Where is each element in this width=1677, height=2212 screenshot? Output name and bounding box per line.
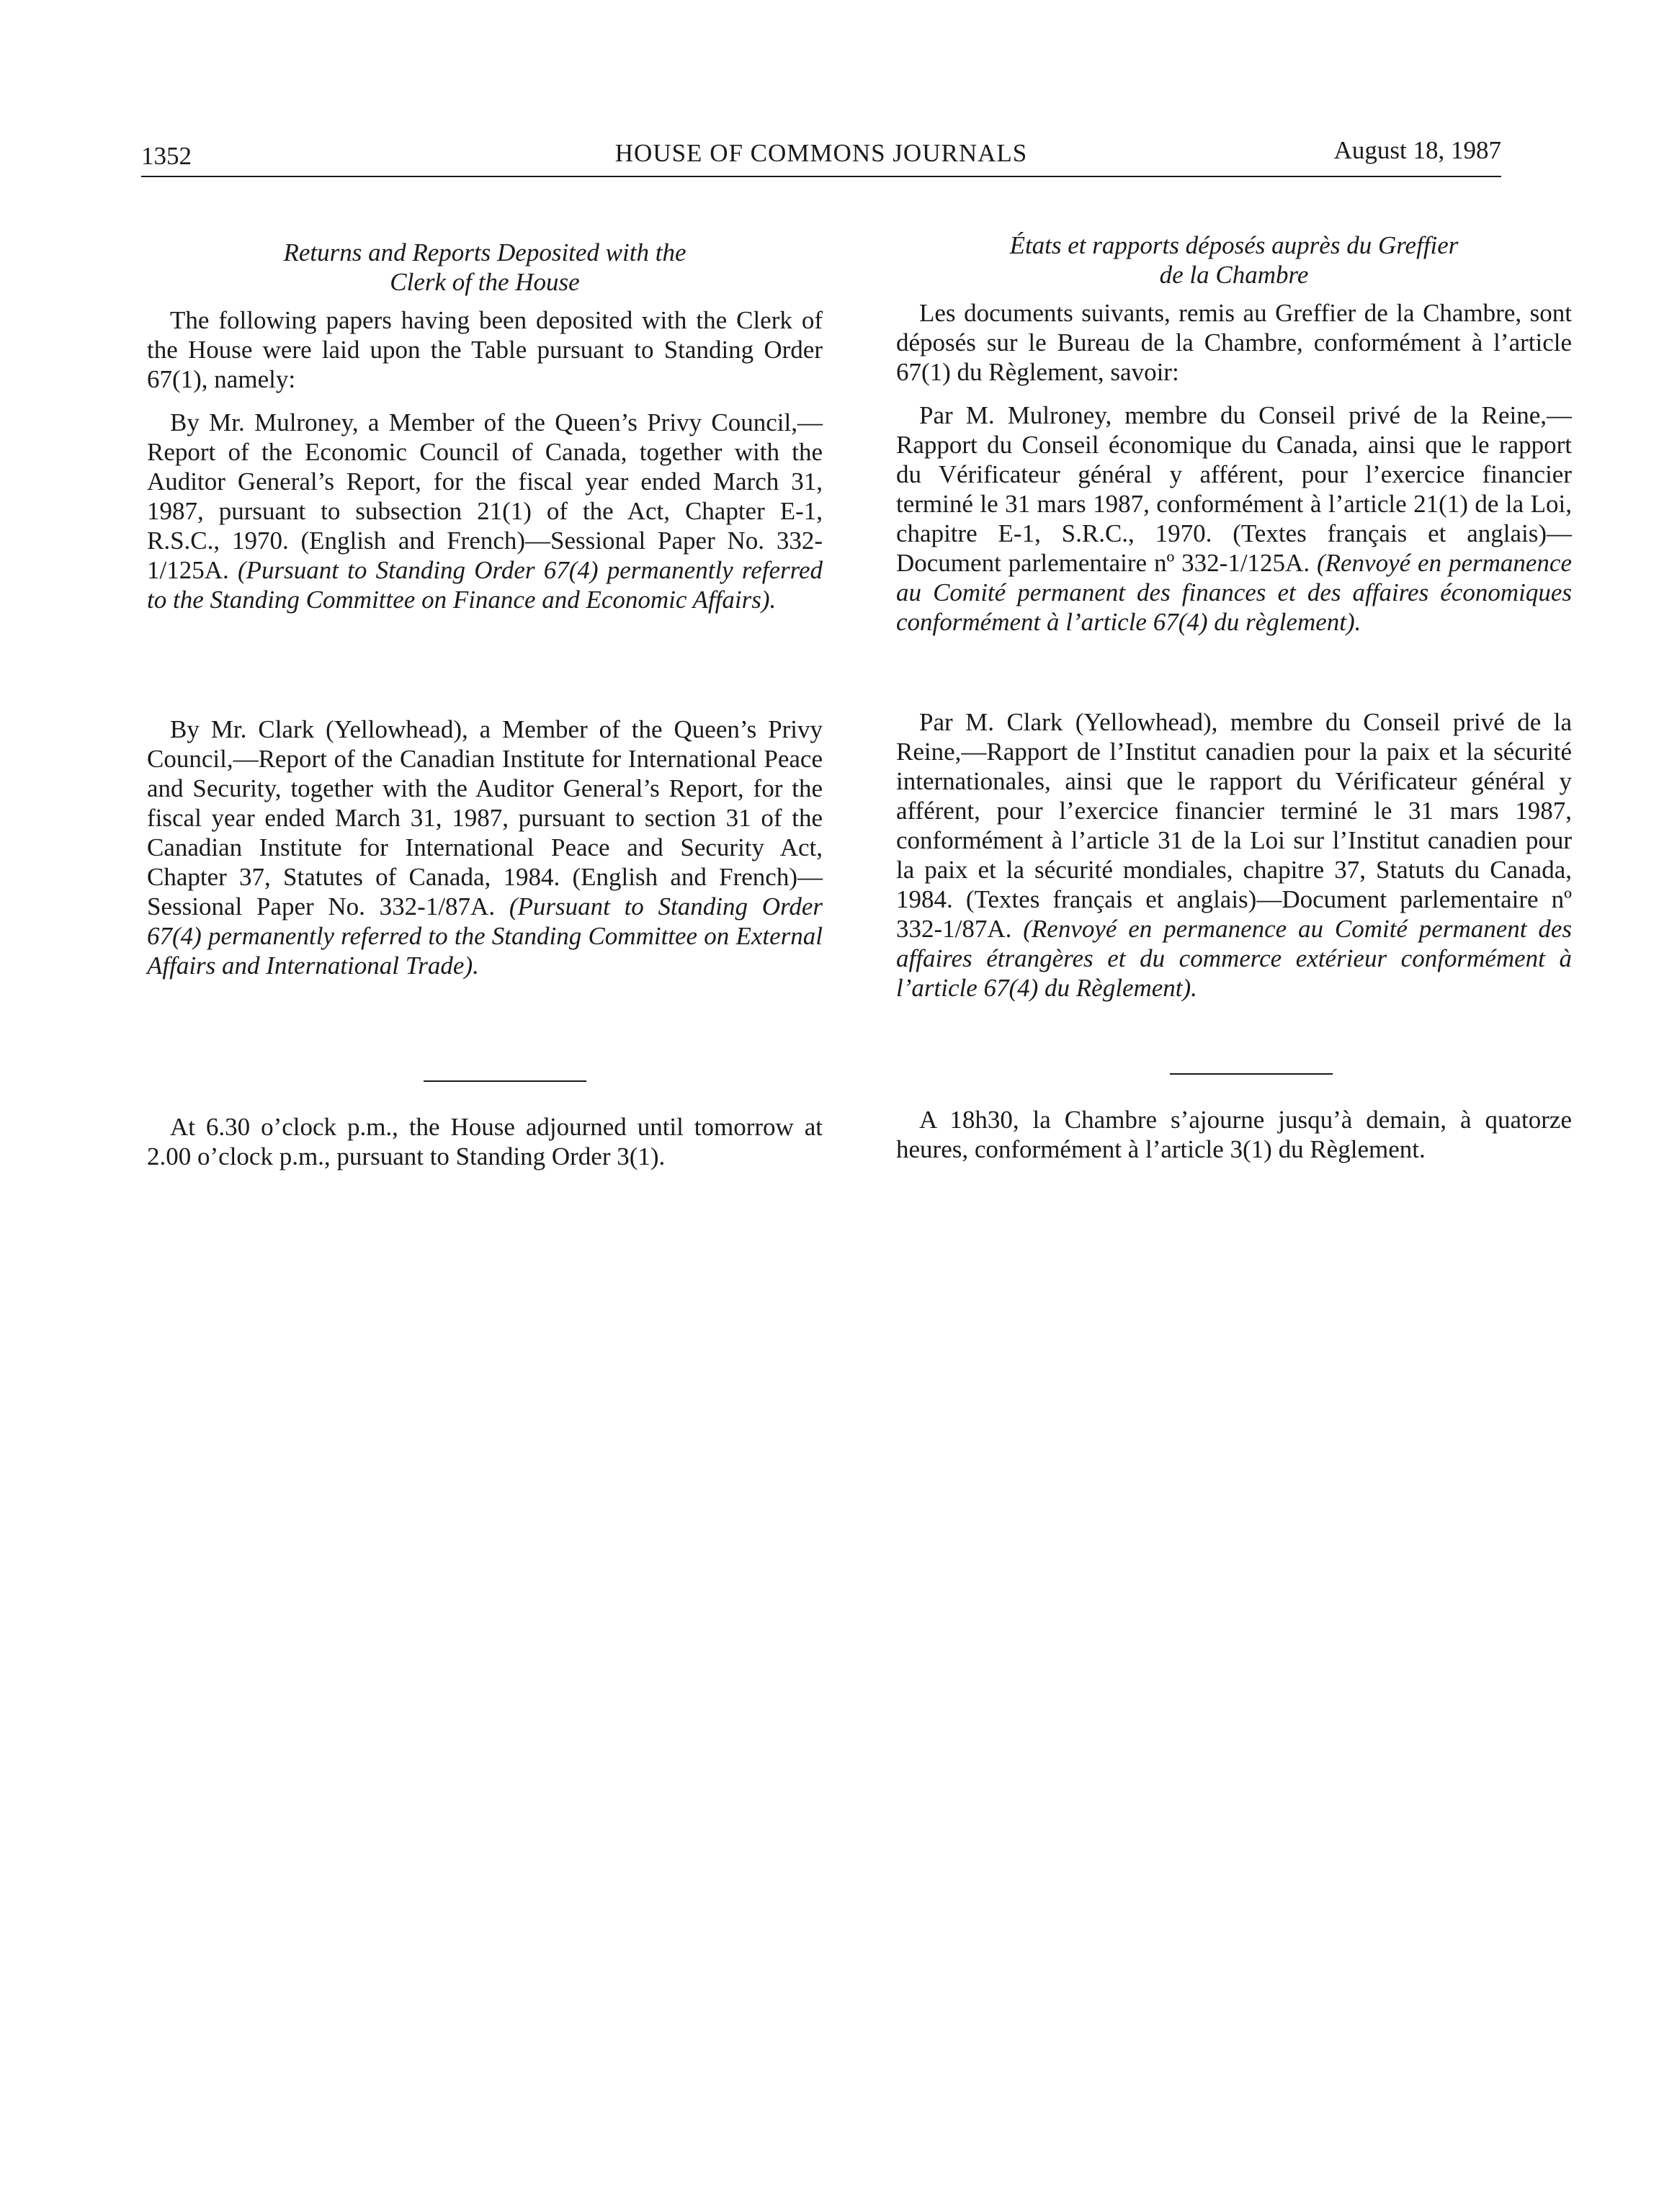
french-item-1: [896, 400, 1572, 637]
english-item-1-referral: (Pursuant to Standing Order 67(4) permanently referred to the Standing Committee on Finance and Economic Affairs).: [147, 556, 823, 614]
english-intro: The following papers having been deposited with the Clerk of the House were laid upon the Table pursuant to Standing Order 67(1), namely:: [147, 306, 823, 393]
french-heading: [896, 230, 1572, 290]
french-intro: Les documents suivants, remis au Greffier de la Chambre, sont déposés sur le Bureau de la Chambre, conformément à l’article 67(1) du Règlement, savoir:: [896, 299, 1572, 386]
french-item-2-text: Par M. Clark (Yellowhead), membre du Conseil privé de la Reine,—Rapport de l’Institut canadien pour la paix et la sécurité internationales, ainsi que le rapport du Vérificateur général y afférent, pour l’exercice financier terminé le 31 mars 1987, conformément à l’article 31 de la Loi sur l’Institut canadien pour la paix et la sécurité mondiales, chapitre 37, Statuts du Canada, 1984. (Textes français et anglais)—Document parlementaire nº 332-1/87A.: [896, 708, 1572, 943]
english-adjournment: At 6.30 o’clock p.m., the House adjourned until tomorrow at 2.00 o’clock p.m., pursuant to Standing Order 3(1).: [147, 1113, 823, 1170]
page-header: [141, 128, 1501, 177]
english-divider: [424, 1080, 586, 1082]
french-adjournment: A 18h30, la Chambre s’ajourne jusqu’à demain, à quatorze heures, conformément à l’article 3(1) du Règlement.: [896, 1106, 1572, 1163]
english-item-2: [147, 715, 823, 980]
french-item-1-text: Par M. Mulroney, membre du Conseil privé de la Reine,—Rapport du Conseil économique du Canada, ainsi que le rapport du Vérificateur général y afférent, pour l’exercice financier terminé le 31 mars 1987, conformément à l’article 21(1) de la Loi, chapitre E-1, S.R.C., 1970. (Textes français et anglais)—Document parlementaire nº 332-1/125A.: [896, 401, 1572, 577]
french-intro-block: [896, 298, 1572, 387]
french-heading-line1: États et rapports déposés auprès du Greffier: [1009, 231, 1459, 259]
english-heading: [147, 238, 823, 297]
english-item-2-referral: (Pursuant to Standing Order 67(4) permanently referred to the Standing Committee on External Affairs and International Trade).: [147, 892, 823, 980]
english-item-1-paragraph: [147, 408, 823, 614]
english-item-2-text: By Mr. Clark (Yellowhead), a Member of the Queen’s Privy Council,—Report of the Canadian Institute for International Peace and Security, together with the Auditor General’s Report, for the fiscal year ended March 31, 1987, pursuant to section 31 of the Canadian Institute for International Peace and Security Act, Chapter 37, Statutes of Canada, 1984. (English and French)—Sessional Paper No. 332-1/87A.: [147, 715, 823, 921]
french-heading-line2: de la Chambre: [1159, 261, 1309, 289]
english-item-1-text: By Mr. Mulroney, a Member of the Queen’s Privy Council,—Report of the Economic Council of Canada, together with the Auditor General’s Report, for the fiscal year ended March 31, 1987, pursuant to subsection 21(1) of the Act, Chapter E-1, R.S.C., 1970. (English and French)—Sessional Paper No. 332-1/125A.: [147, 408, 823, 584]
french-item-1-paragraph: [896, 400, 1572, 637]
english-item-1: [147, 408, 823, 614]
english-heading-line2: Clerk of the House: [390, 268, 580, 296]
english-item-2-paragraph: [147, 715, 823, 980]
page-number: 1352: [141, 142, 192, 170]
english-adjournment-block: [147, 1112, 823, 1171]
english-intro-block: [147, 305, 823, 394]
english-heading-line1: Returns and Reports Deposited with the: [283, 238, 687, 267]
page-date: August 18, 1987: [1333, 136, 1501, 164]
french-item-2: [896, 707, 1572, 1003]
french-item-1-referral: (Renvoyé en permanence au Comité permanent des finances et des affaires économiques conformément à l’article 67(4) du règlement).: [896, 549, 1572, 636]
french-adjournment-block: [896, 1105, 1572, 1164]
french-item-2-referral: (Renvoyé en permanence au Comité permanent des affaires étrangères et du commerce extérieur conformément à l’article 67(4) du Règlement).: [896, 915, 1572, 1002]
french-item-2-paragraph: [896, 707, 1572, 1003]
journal-title: HOUSE OF COMMONS JOURNALS: [614, 139, 1028, 167]
french-divider: [1170, 1073, 1333, 1075]
